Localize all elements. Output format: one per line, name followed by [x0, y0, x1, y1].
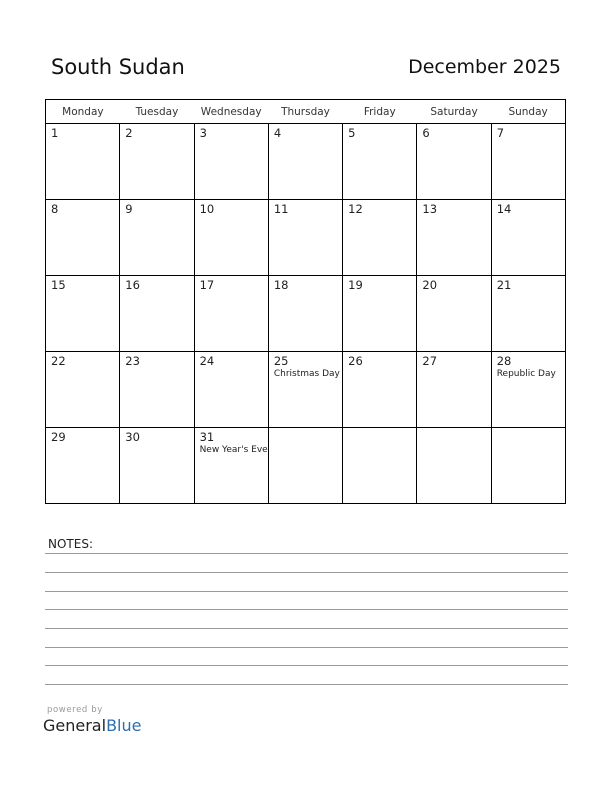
- day-number: 24: [199, 354, 215, 368]
- note-line: [45, 591, 568, 592]
- note-line: [45, 572, 568, 573]
- day-cell: [343, 124, 417, 200]
- note-line: [45, 628, 568, 629]
- week-row: [46, 428, 566, 504]
- day-cell: [120, 428, 194, 504]
- day-cell: [46, 352, 120, 428]
- country-title: South Sudan: [51, 55, 185, 79]
- day-number: 11: [273, 202, 289, 216]
- weekday-header: Tuesday: [120, 100, 194, 124]
- day-number: 17: [199, 278, 215, 292]
- day-cell: [417, 124, 491, 200]
- week-row: [46, 200, 566, 276]
- weekday-header: Thursday: [268, 100, 342, 124]
- day-cell: [120, 352, 194, 428]
- day-cell: [194, 200, 268, 276]
- weekday-header: Sunday: [491, 100, 565, 124]
- day-number: 22: [51, 354, 66, 368]
- day-number: 5: [348, 126, 356, 140]
- note-line: [45, 665, 568, 666]
- day-cell: [194, 428, 268, 504]
- weekday-header-row: [46, 100, 566, 124]
- weekday-header: Saturday: [417, 100, 491, 124]
- day-cell: [343, 200, 417, 276]
- day-cell: [120, 124, 194, 200]
- day-cell: [268, 124, 342, 200]
- day-number: 16: [125, 278, 140, 292]
- note-line: [45, 553, 568, 554]
- day-number: 28: [496, 354, 512, 368]
- day-cell: [46, 124, 120, 200]
- day-number: 3: [199, 126, 207, 140]
- day-cell: [491, 276, 565, 352]
- day-number: 4: [273, 126, 282, 140]
- day-number: 15: [51, 278, 66, 292]
- day-number: 7: [496, 126, 505, 140]
- day-number: 12: [348, 202, 363, 216]
- day-cell: [343, 276, 417, 352]
- day-number: 26: [348, 354, 363, 368]
- note-line: [45, 647, 568, 648]
- day-number: 23: [125, 354, 140, 368]
- day-number: 13: [422, 202, 438, 216]
- day-number: 21: [496, 278, 512, 292]
- brand-general: General: [43, 716, 107, 735]
- weekday-header: Monday: [46, 100, 120, 124]
- day-number: 19: [348, 278, 363, 292]
- holiday-label: Republic Day: [496, 369, 556, 379]
- notes-label: NOTES:: [48, 537, 93, 551]
- day-number: 18: [273, 278, 289, 292]
- day-cell: [120, 200, 194, 276]
- day-cell: [46, 276, 120, 352]
- day-number: 25: [273, 354, 289, 368]
- day-number: 20: [422, 278, 438, 292]
- day-number: 9: [125, 202, 133, 216]
- day-cell: [268, 428, 342, 504]
- week-row: [46, 352, 566, 428]
- day-cell: [343, 428, 417, 504]
- day-number: 2: [125, 126, 133, 140]
- day-cell: [491, 428, 565, 504]
- day-number: 27: [422, 354, 438, 368]
- day-cell: [268, 276, 342, 352]
- note-line: [45, 684, 568, 685]
- day-cell: [46, 200, 120, 276]
- brand-logo[interactable]: [43, 716, 141, 735]
- weekday-header: Wednesday: [194, 100, 268, 124]
- day-cell: [46, 428, 120, 504]
- calendar-grid: [45, 99, 566, 504]
- weekday-header: Friday: [343, 100, 417, 124]
- day-cell: [417, 276, 491, 352]
- week-row: [46, 124, 566, 200]
- day-cell: [194, 276, 268, 352]
- day-number: 10: [199, 202, 215, 216]
- day-cell: [268, 352, 342, 428]
- day-number: 29: [51, 430, 66, 444]
- day-cell: [417, 352, 491, 428]
- day-cell: [417, 200, 491, 276]
- day-number: 8: [51, 202, 59, 216]
- powered-by-text: powered by: [47, 705, 103, 715]
- day-cell: [343, 352, 417, 428]
- day-cell: [120, 276, 194, 352]
- holiday-label: New Year's Eve: [199, 445, 268, 455]
- day-cell: [417, 428, 491, 504]
- day-cell: [194, 352, 268, 428]
- day-number: 14: [496, 202, 512, 216]
- day-cell: [491, 352, 565, 428]
- day-cell: [491, 200, 565, 276]
- day-number: 6: [422, 126, 430, 140]
- day-cell: [268, 200, 342, 276]
- day-number: 1: [51, 126, 59, 140]
- note-line: [45, 609, 568, 610]
- day-cell: [194, 124, 268, 200]
- holiday-label: Christmas Day: [273, 369, 340, 379]
- day-cell: [491, 124, 565, 200]
- week-row: [46, 276, 566, 352]
- day-number: 31: [199, 430, 215, 444]
- month-title: December 2025: [408, 56, 561, 78]
- brand-blue: Blue: [106, 716, 142, 735]
- day-number: 30: [125, 430, 140, 444]
